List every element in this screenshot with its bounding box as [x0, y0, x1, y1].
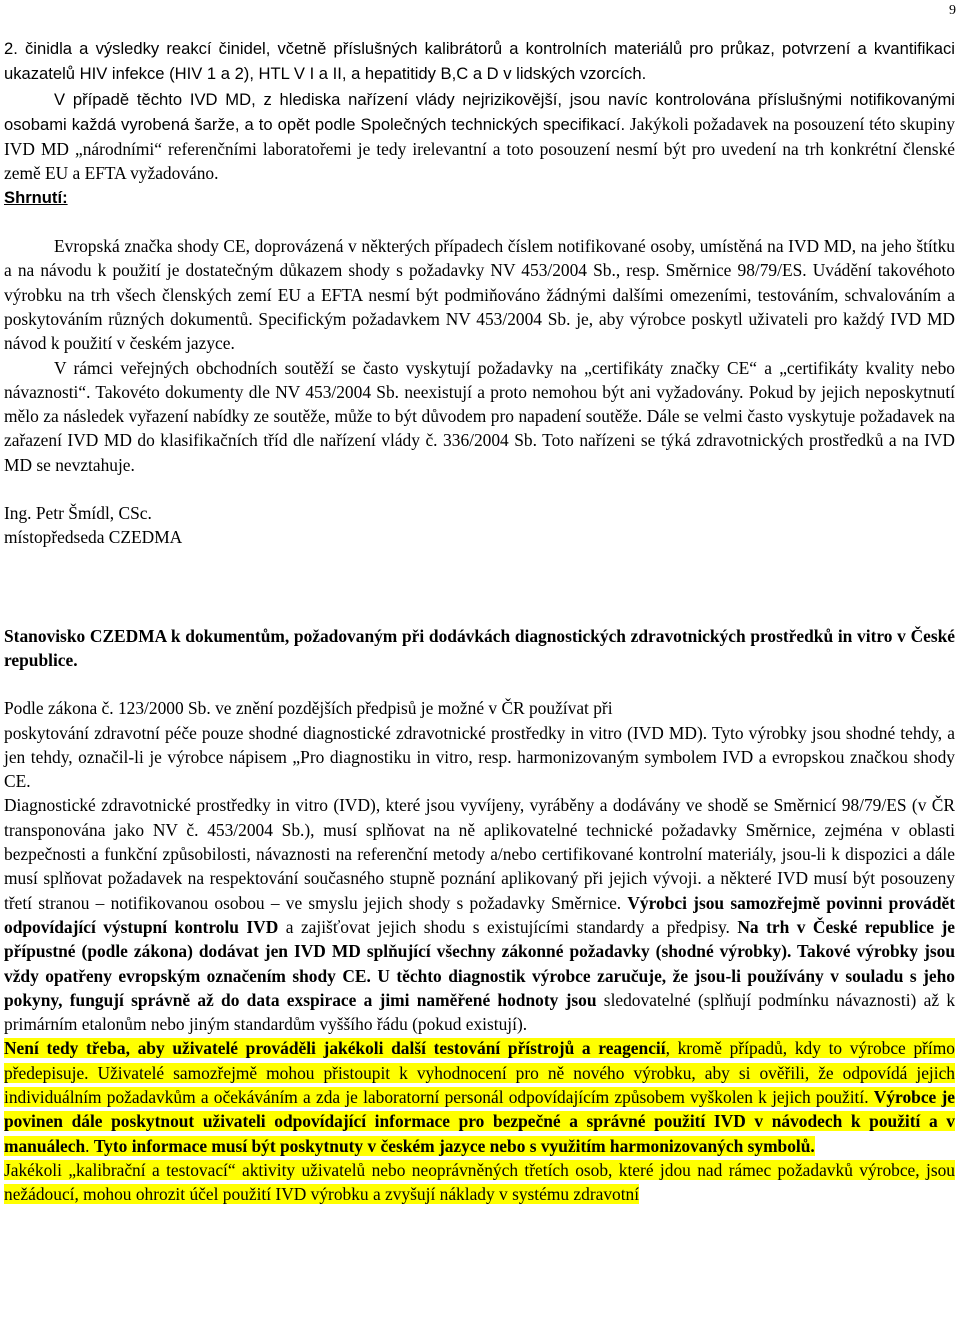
- item-2-detail-sans: V případě těchto IVD MD, z hlediska nařízení vlády nejrizikovější, jsou navíc kontrolována příslušnými notifikovanými osobami každá vyrobená šarže, a to opět podle Společných technických specifikací.: [4, 89, 955, 134]
- statement-paragraph-1: poskytování zdravotní péče pouze shodné diagnostické zdravotnické prostředky in vitro (IVD MD). Tyto výrobky jsou shodné tehdy, a jen tehdy, označil-li je výrobce nápisem „Pro diagnostiku in vitro, resp. harmonizovaným symbolem IVD a evropskou značkou shody CE.: [4, 722, 955, 792]
- statement-title: Stanovisko CZEDMA k dokumentům, požadovaným při dodávkách diagnostických zdravotnických prostředků in vitro v České republice.: [4, 625, 955, 670]
- highlight-bold-5: Tyto informace musí být poskytnuty v českém jazyce nebo s využitím harmonizovaných symbolů.: [93, 1135, 815, 1156]
- document-body: [4, 36, 955, 1206]
- signature-role: místopředseda CZEDMA: [4, 527, 183, 548]
- summary-heading: Shrnutí:: [4, 187, 68, 207]
- highlight-bold-1: Není tedy třeba, aby uživatelé prováděli jakékoli další testování přístrojů a reagencií: [4, 1038, 666, 1059]
- statement-p2-text-a: Diagnostické zdravotnické prostředky in vitro (IVD), které jsou vyvíjeny, vyráběny a dodávány ve shodě se Směrnicí 98/79/ES (v ČR transponována jako NV č. 453/2004 Sb.), musí splňovat na ně aplikovatelné technické požadavky Směrnice, zejména v oblasti bezpečnosti a funkční způsobilosti, návaznosti na referenční metody a/nebo certifikované kontrolní materiály, jsou-li k dispozici a dále musí splňovat požadavek na respektování současného stupně poznání aplikovaný při jejich vývoji. a některé IVD musí být posouzeny třetí stranou – notifikovanou osobou – ve smyslu jejich shody s požadavky Směrnice.: [4, 795, 955, 913]
- item-2-paragraph: [4, 36, 955, 87]
- statement-p2-bold-d: Na trh v České republice je přípustné (podle zákona) dodávat jen IVD MD splňující všechny zákonné požadavky (shodné výrobky). Takové výrobky jsou vždy opatřeny evropským označením shody CE. U těchto diagnostik výrobce zaručuje, že jsou-li používány v souladu s jeho pokyny, fungují správně až do data exspirace a jimi naměřené hodnoty jsou: [4, 916, 955, 1010]
- summary-paragraph-1: Evropská značka shody CE, doprovázená v některých případech číslem notifikované osoby, umístěná na IVD MD, na jeho štítku a na návodu k použití je dostatečným důkazem shody s požadavky NV 453/2004 Sb., resp. Směrnice 98/79/ES. Uvádění takovéhoto výrobku na trh všech členských zemí EU a EFTA nesmí být podmiňováno žádnými dalšími omezeními, testováním, schvalováním a poskytováním různých dokumentů. Specifickým požadavkem NV 453/2004 Sb. je, aby výrobce poskytl uživateli pro každý IVD MD návod k použití v českém jazyce.: [4, 236, 955, 354]
- item-2-text: 2. činidla a výsledky reakcí činidel, včetně příslušných kalibrátorů a kontrolních materiálů pro průkaz, potvrzení a kvantifikaci ukazatelů HIV infekce (HIV 1 a 2), HTL V I a II, a hepatitidy B,C a D v lidských vzorcích.: [4, 39, 955, 84]
- signature-name: Ing. Petr Šmídl, CSc.: [4, 503, 152, 524]
- highlight-text-2: , kromě případů, kdy to výrobce přímo předepisuje. Uživatelé samozřejmě mohou přistoupit k vyhodnocení pro ně nového výrobku, aby si ověřili, že odpovídá jejich individuálním požadavkům a očekáváním a zda je laboratorní personál odpovídajícím způsobem vyškolen k jejich použití.: [4, 1038, 955, 1107]
- highlight-bold-3: Výrobce je povinen dále poskytnout uživateli odpovídající informace pro bezpečné a správné použití IVD v návodech k použití a v manuálech: [4, 1086, 955, 1156]
- highlighted-paragraph-2: [4, 1158, 955, 1207]
- summary-paragraph-2: V rámci veřejných obchodních soutěží se často vyskytují požadavky na „certifikáty značky CE“ a „certifikáty kvality nebo návaznosti“. Takovéto dokumenty dle NV 453/2004 Sb. neexistují a proto nemohou být ani vyžadovány. Pokud by jejich neposkytnutí mělo za následek vyřazení nabídky ze soutěže, může to být důvodem pro napadení soutěže. Dále se velmi často vyskytuje požadavek na zařazení IVD MD do klasifikačních tříd dle nařízení vlády č. 336/2004 Sb. Toto nařízeni se týká zdravotnických prostředků a na IVD MD se nevztahuje.: [4, 357, 955, 475]
- highlight-text-4: .: [85, 1135, 94, 1156]
- item-2-detail-serif: Jakýkoli požadavek na posouzení této skupiny IVD MD „národními“ referenčními laboratořemi je tedy irelevantní a toto posouzení nesmí být pro uvedení na trh konkrétní členské země EU a EFTA vyžadováno.: [4, 113, 955, 184]
- statement-p2-text-e: sledovatelné (splňují podmínku návaznosti) až k primárním etalonům nebo jiným standardům vyššího řádu (pokud existují).: [4, 989, 956, 1035]
- highlighted-paragraph: [4, 1036, 955, 1157]
- statement-paragraph-2: [4, 793, 955, 1036]
- statement-p2-text-c: a zajišťovat jejich shodu s existujícími standardy a předpisy.: [278, 916, 738, 937]
- statement-p2-bold-b: Výrobci jsou samozřejmě povinni provádět odpovídající výstupní kontrolu IVD: [4, 892, 956, 937]
- statement-intro-line: Podle zákona č. 123/2000 Sb. ve znění pozdějších předpisů je možné v ČR používat při: [4, 698, 613, 719]
- page-number: 9: [949, 3, 956, 18]
- highlight-text-6: Jakékoli „kalibrační a testovací“ aktivity uživatelů nebo neoprávněných třetích osob, které jdou nad rámec požadavků výrobce, jsou nežádoucí, mohou ohrozit účel použití IVD výrobku a zvyšují náklady v systému zdravotní: [4, 1159, 955, 1205]
- item-2-detail-paragraph: [4, 87, 955, 186]
